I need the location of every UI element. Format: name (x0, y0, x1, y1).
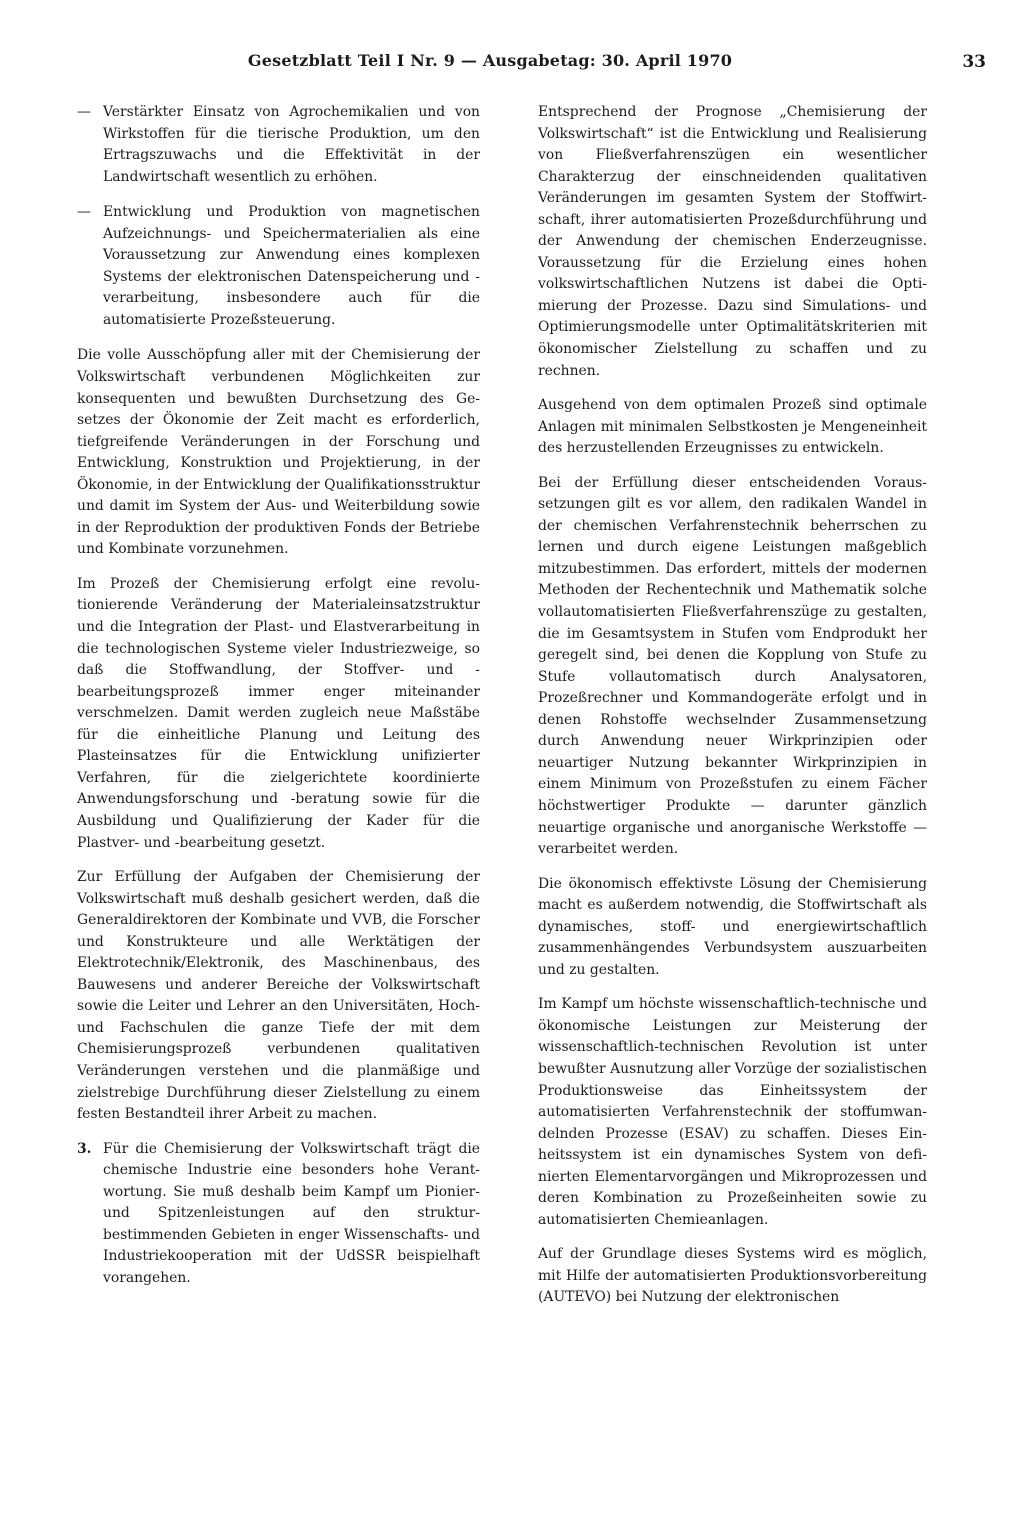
dash-marker: — (77, 204, 91, 221)
left-column (77, 102, 480, 1289)
paragraph: Die ökonomisch effektivste Lösung der Chemisierung macht es außerdem notwendig, die Stoffwirtschaft als dynamisches, stoff- und energiewirtschaftlich zusammenhängendes Verbundsystem auszuarbeiten und zu gestalten. (538, 875, 927, 978)
bullet-item (77, 102, 480, 188)
numbered-item (77, 1139, 480, 1290)
paragraph: Ausgehend von dem optimalen Prozeß sind optimale Anlagen mit minimalen Selbstkosten je Mengeneinheit des herzustellenden Erzeugnisses zu entwickeln. (538, 397, 927, 457)
right-column (538, 102, 927, 1322)
page-header (0, 24, 1024, 72)
paragraph: Auf der Grundlage dieses Systems wird es möglich, mit Hilfe der automatisierten Produktionsvorbereitung (AUTEVO) bei Nutzung der elektronischen (538, 1246, 927, 1306)
bullet-text: Entwicklung und Produktion von magnetischen Aufzeichnungs- und Speichermaterialien als eine Voraussetzung zur Anwendung eines komplexen Systems der elektronischen Datenspeicherung und -verarbeitung, insbesondere auch für die automatisierte Prozeßsteuerung. (103, 204, 480, 328)
item-number: 3. (77, 1140, 92, 1157)
dash-marker: — (77, 104, 91, 120)
page-number: 33 (962, 52, 986, 72)
paragraph: Im Kampf um höchste wissenschaftlich-technische und ökonomische Leistungen zur Meisterung der wissenschaftlich-technischen Revolution ist unter bewußter Ausnutzung aller Vorzüge der sozialistischen Produktionsweise das Einheitssystem der automatisierten Verfahrenstechnik der stoffumwandelnden Prozesse (ESAV) zu schaffen. Dieses Einheitssystem ist ein dynamisches System von definierten Elementarvorgängen und Mikroprozessen und deren Kombination zu Prozeßeinheiten sowie zu automatisierten Chemieanlagen. (538, 996, 927, 1228)
paragraph: Im Prozeß der Chemisierung erfolgt eine revolutionierende Veränderung der Materialeinsatzstruktur und die Integration der Plast- und Elastverarbeitung in die technologischen Systeme vieler Industriezweige, so daß die Stoffwandlung, der Stoffver- und -bearbeitungsprozeß immer enger miteinander verschmelzen. Damit werden zugleich neue Maßstäbe für die einheitliche Planung und Leitung des Plasteinsatzes für die Entwicklung unifizierter Verfahren, für die zielgerichtete koordinierte Anwendungsforschung und -beratung sowie für die Ausbildung und Qualifizierung der Kader für die Plastver- und -bearbeitung gesetzt. (77, 575, 480, 851)
paragraph: Die volle Ausschöpfung aller mit der Chemisierung der Volkswirtschaft verbundenen Möglichkeiten zur konsequenten und bewußten Durchsetzung des Gesetzes der Ökonomie der Zeit macht es erforderlich, tiefgreifende Veränderungen in der Forschung und Entwicklung, Konstruktion und Projektierung, in der Ökonomie, in der Entwicklung der Qualifikationsstruktur und damit im System der Aus- und Weiterbildung sowie in der Reproduktion der produktiven Fonds der Betriebe und Kombinate vorzunehmen. (77, 347, 480, 558)
paragraph: Entsprechend der Prognose „Chemisierung der Volkswirtschaft“ ist die Entwicklung und Realisierung von Fließverfahrenszügen ein wesentlicher Charakterzug der einschneidenden qualitativen Veränderungen im gesamten System der Stoffwirtschaft, ihrer automatisierten Prozeßdurchführung und der Anwendung der chemischen Enderzeugnisse. Voraussetzung für die Erzielung eines hohen volkswirtschaftlichen Nutzens ist dabei die Optimierung der Prozesse. Dazu sind Simulations- und Optimierungsmodelle unter Optimalitätskriterien mit ökonomischer Zielstellung zu schaffen und zu rechnen. (538, 104, 927, 379)
bullet-text: Verstärkter Einsatz von Agrochemikalien und von Wirkstoffen für die tierische Produktion, um den Ertragszuwachs und die Effektivität in der Landwirtschaft wesentlich zu erhöhen. (103, 104, 480, 185)
bullet-item (77, 202, 480, 331)
journal-header: Gesetzblatt Teil I Nr. 9 — Ausgabetag: 30. April 1970 (247, 51, 733, 70)
numbered-item-text: Für die Chemisierung der Volkswirtschaft trägt die chemische Industrie eine besonders hohe Verantwortung. Sie muß deshalb beim Kampf um Pionier- und Spitzenleistungen auf den strukturbestimmenden Gebieten in enger Wissenschafts- und Industriekooperation mit der UdSSR beispielhaft vorangehen. (103, 1140, 480, 1286)
paragraph: Bei der Erfüllung dieser entscheidenden Voraussetzungen gilt es vor allem, den radikalen Wandel in der chemischen Verfahrenstechnik beherrschen zu lernen und durch eigene Leistungen maßgeblich mitzubestimmen. Das erfordert, mittels der modernen Methoden der Rechentechnik und Mathematik solche vollautomatisierten Fließverfahrenszüge zu gestalten, die im Gesamtsystem in Stufen vom Endprodukt her geregelt sind, bei denen die Kopplung von Stufe zu Stufe vollautomatisch durch Analysatoren, Prozeßrechner und Kommandogeräte erfolgt und in denen Rohstoffe wechselnder Zusammensetzung durch Anwendung neuer Wirkprinzipien oder neuartiger Nutzung bekannter Wirkprinzipien in einem Minimum von Prozeßstufen zu einem Fächer höchstwertiger Produkte — darunter gänzlich neuartige organische und anorganische Werkstoffe — verarbeitet werden. (538, 474, 927, 858)
paragraph: Zur Erfüllung der Aufgaben der Chemisierung der Volkswirtschaft muß deshalb gesichert werden, daß die Generaldirektoren der Kombinate und VVB, die Forscher und Konstrukteure und alle Werktätigen der Elektrotechnik/Elektronik, des Maschinenbaus, des Bauwesens und anderer Bereiche der Volkswirtschaft sowie die Leiter und Lehrer an den Universitäten, Hoch- und Fachschulen die ganze Tiefe der mit dem Chemisierungsprozeß verbundenen qualitativen Veränderungen verstehen und die planmäßige und zielstrebige Durchführung dieser Zielstellung zu einem festen Bestandteil ihrer Arbeit zu machen. (77, 869, 480, 1123)
